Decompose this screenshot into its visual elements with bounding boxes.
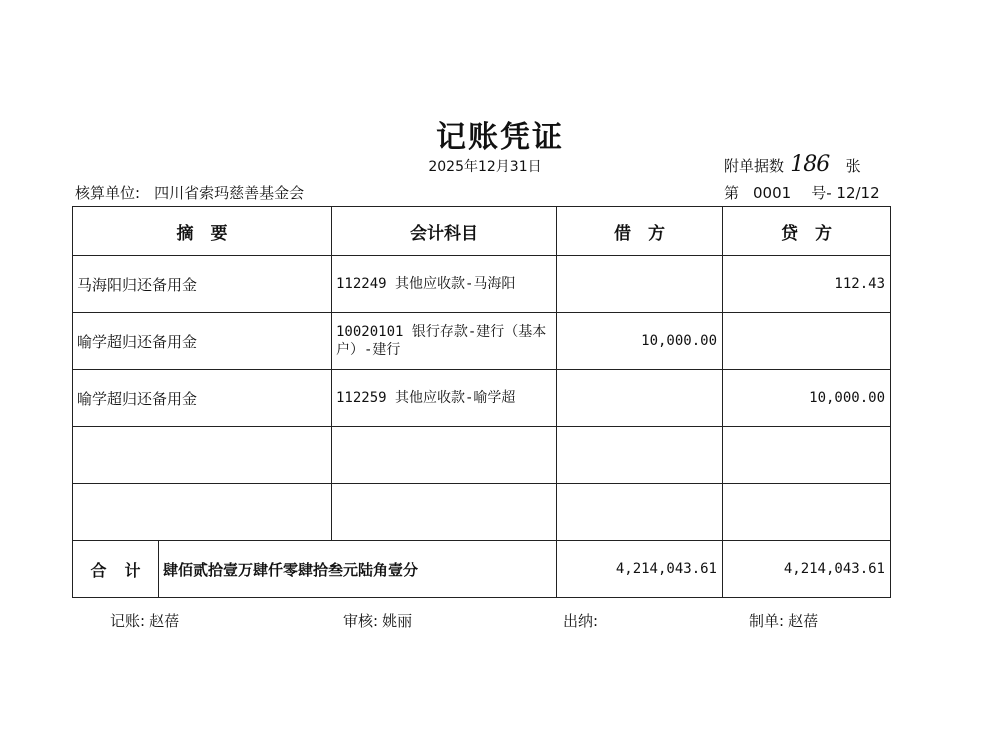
row-summary [73, 484, 332, 541]
row-debit [557, 427, 723, 484]
preparer-signature [749, 610, 818, 631]
total-row [73, 541, 891, 598]
voucher-title: 记账凭证 [436, 120, 564, 155]
row-summary: 喻学超归还备用金 [73, 313, 332, 370]
row-summary: 喻学超归还备用金 [73, 370, 332, 427]
row-credit: 112.43 [723, 256, 891, 313]
cashier-signature [563, 610, 602, 631]
unit-label: 核算单位: [75, 184, 141, 202]
row-debit [557, 370, 723, 427]
total-credit: 4,214,043.61 [723, 541, 891, 598]
row-account: 112249 其他应收款-马海阳 [332, 256, 557, 313]
voucher-date: 2025年12月31日 [428, 159, 542, 175]
row-credit: 10,000.00 [723, 370, 891, 427]
header-debit: 借 方 [557, 207, 723, 256]
header-summary: 摘 要 [73, 207, 332, 256]
header-credit: 贷 方 [723, 207, 891, 256]
row-debit: 10,000.00 [557, 313, 723, 370]
bookkeeper-name: 赵蓓 [149, 612, 180, 630]
unit-name: 四川省索玛慈善基金会 [154, 184, 305, 202]
table-row [73, 313, 891, 370]
total-debit: 4,214,043.61 [557, 541, 723, 598]
preparer-name: 赵蓓 [788, 612, 819, 630]
row-credit [723, 484, 891, 541]
reviewer-signature [343, 610, 412, 631]
total-label-1: 合 [90, 560, 107, 580]
row-credit [723, 427, 891, 484]
number-value: 0001 [753, 184, 792, 202]
table-row [73, 256, 891, 313]
bookkeeper-signature [110, 610, 179, 631]
number-prefix: 第 [724, 184, 740, 202]
row-summary [73, 427, 332, 484]
page-number: 12/12 [836, 184, 880, 202]
total-amount-words: 肆佰贰拾壹万肆仟零肆拾叁元陆角壹分 [159, 541, 557, 598]
attachments-unit: 张 [845, 157, 861, 175]
row-account: 10020101 银行存款-建行（基本户）-建行 [332, 313, 557, 370]
attachments-number: 186 [790, 152, 830, 177]
cashier-label: 出纳: [563, 612, 599, 630]
table-row [73, 427, 891, 484]
row-account [332, 427, 557, 484]
voucher-table [72, 206, 891, 598]
total-label [73, 541, 159, 598]
attachments-count [724, 152, 861, 177]
header-account: 会计科目 [332, 207, 557, 256]
accounting-unit [75, 182, 304, 203]
total-label-2: 计 [124, 560, 141, 580]
row-summary: 马海阳归还备用金 [73, 256, 332, 313]
voucher-number [724, 182, 880, 203]
row-debit [557, 256, 723, 313]
table-header-row [73, 207, 891, 256]
number-suffix: 号- [811, 184, 832, 202]
row-debit [557, 484, 723, 541]
row-credit [723, 313, 891, 370]
table-row [73, 370, 891, 427]
reviewer-label: 审核: [343, 612, 379, 630]
bookkeeper-label: 记账: [110, 612, 146, 630]
preparer-label: 制单: [749, 612, 785, 630]
row-account: 112259 其他应收款-喻学超 [332, 370, 557, 427]
attachments-label: 附单据数 [724, 157, 785, 175]
reviewer-name: 姚丽 [382, 612, 413, 630]
table-row [73, 484, 891, 541]
row-account [332, 484, 557, 541]
